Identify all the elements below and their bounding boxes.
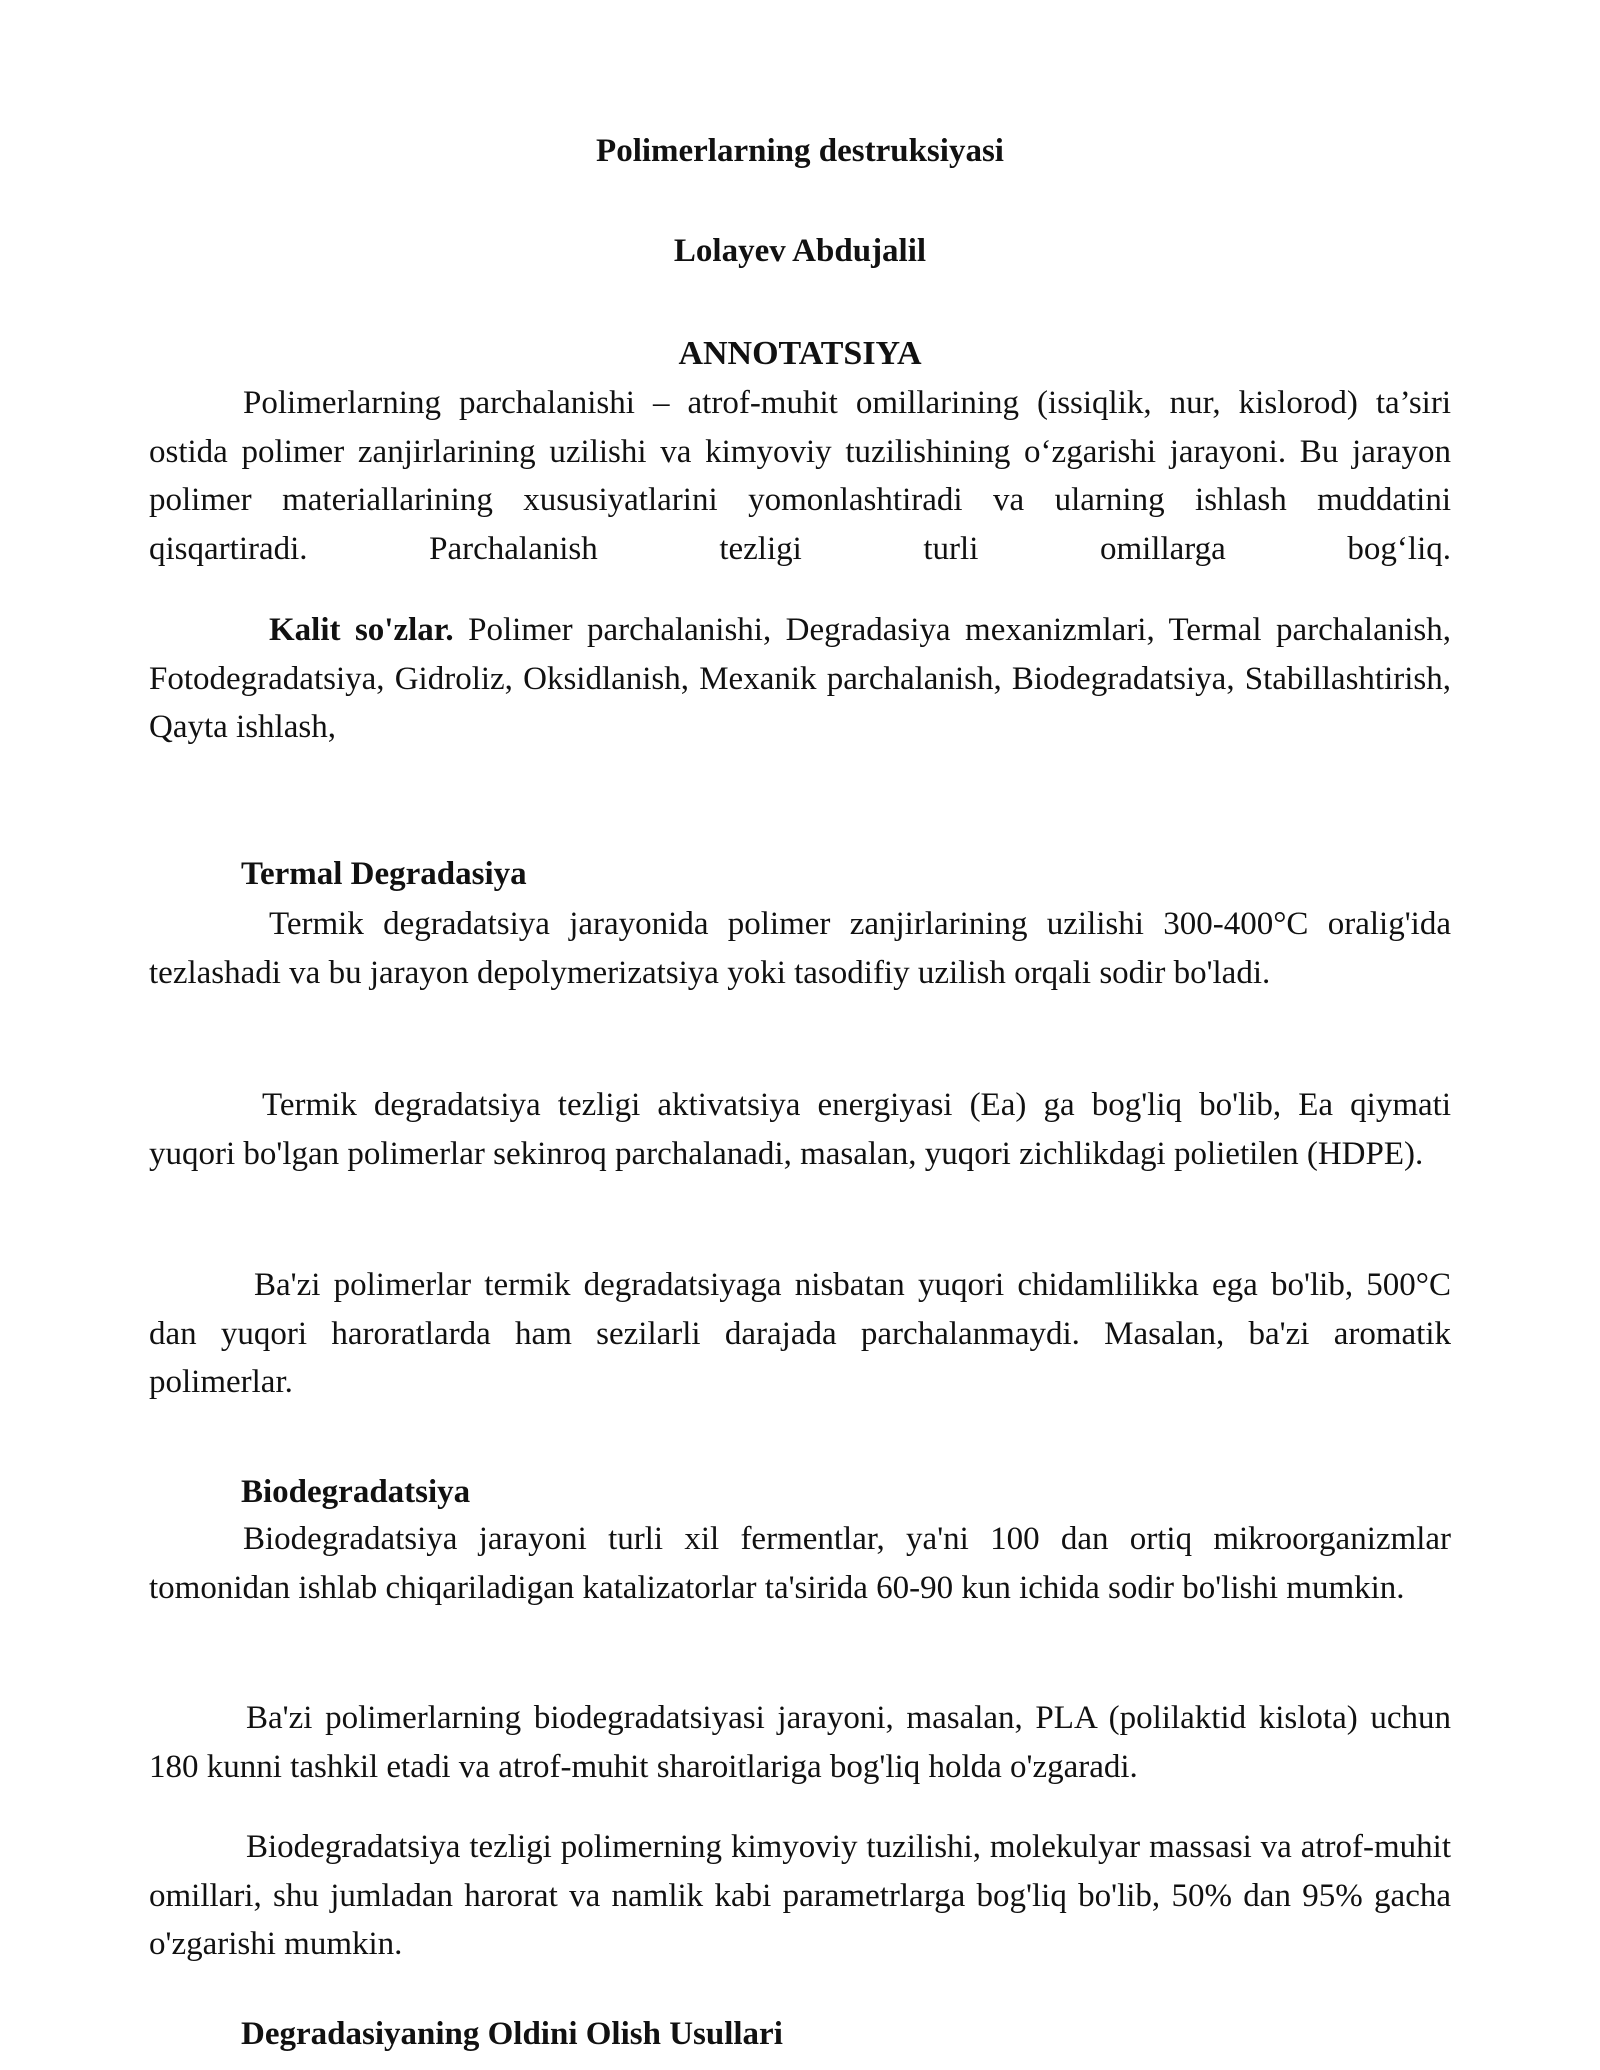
bio-paragraph-3: Biodegradatsiya tezligi polimerning kimyoviy tuzilishi, molekulyar massasi va atrof-muhit omillari, shu jumladan harorat va namlik kabi parametrlarga bog'liq bo'lib, 50% dan 95% gacha o'zgarishi mumkin.: [149, 1829, 1451, 1962]
thermal-paragraph-2: Termik degradatsiya tezligi aktivatsiya energiyasi (Ea) ga bog'liq bo'lib, Ea qiymati yuqori bo'lgan polimerlar sekinroq parchalanadi, masalan, yuqori zichlikdagi polietilen (HDPE).: [149, 1087, 1451, 1172]
section-heading-thermal: Termal Degradasiya: [241, 856, 527, 892]
keywords-label: Kalit so'zlar.: [269, 612, 454, 648]
thermal-paragraph-3: Ba'zi polimerlar termik degradatsiyaga nisbatan yuqori chidamlilikka ega bo'lib, 500°C dan yuqori haroratlarda ham sezilarli darajada parchalanmaydi. Masalan, ba'zi aromatik polimerlar.: [149, 1267, 1451, 1400]
section-heading-prevention: Degradasiyaning Oldini Olish Usullari: [241, 2016, 783, 2052]
document-title: Polimerlarning destruksiyasi: [596, 133, 1004, 169]
author-name: Lolayev Abdujalil: [673, 233, 927, 269]
section-heading-biodegradation: Biodegradatsiya: [241, 1474, 471, 1510]
bio-paragraph-2: Ba'zi polimerlarning biodegradatsiyasi jarayoni, masalan, PLA (polilaktid kislota) uchun 180 kunni tashkil etadi va atrof-muhit sharoitlariga bog'liq holda o'zgaradi.: [149, 1700, 1451, 1785]
abstract-paragraph: Polimerlarning parchalanishi – atrof-muhit omillarining (issiqlik, nur, kislorod) ta’siri ostida polimer zanjirlarining uzilishi va kimyoviy tuzilishining o‘zgarishi jarayoni. Bu jarayon polimer materiallarining xususiyatlarini yomonlashtiradi va ularning ishlash muddatini qisqartiradi. Parchalanish tezligi turli omillarga bog‘liq.: [149, 385, 1451, 567]
keywords-text: Polimer parchalanishi, Degradasiya mexanizmlari, Termal parchalanish, Fotodegradatsiya, Gidroliz, Oksidlanish, Mexanik parchalanish, Biodegradatsiya, Stabillashtirish, Qayta ishlash,: [149, 612, 1451, 745]
bio-paragraph-1: Biodegradatsiya jarayoni turli xil fermentlar, ya'ni 100 dan ortiq mikroorganizmlar tomonidan ishlab chiqariladigan katalizatorlar ta'sirida 60-90 kun ichida sodir bo'lishi mumkin.: [149, 1521, 1451, 1606]
abstract-heading: ANNOTATSIYA: [678, 335, 922, 372]
keywords-paragraph: [149, 606, 1451, 752]
thermal-paragraph-1: Termik degradatsiya jarayonida polimer zanjirlarining uzilishi 300-400°C oralig'ida tezlashadi va bu jarayon depolymerizatsiya yoki tasodifiy uzilish orqali sodir bo'ladi.: [149, 906, 1451, 991]
